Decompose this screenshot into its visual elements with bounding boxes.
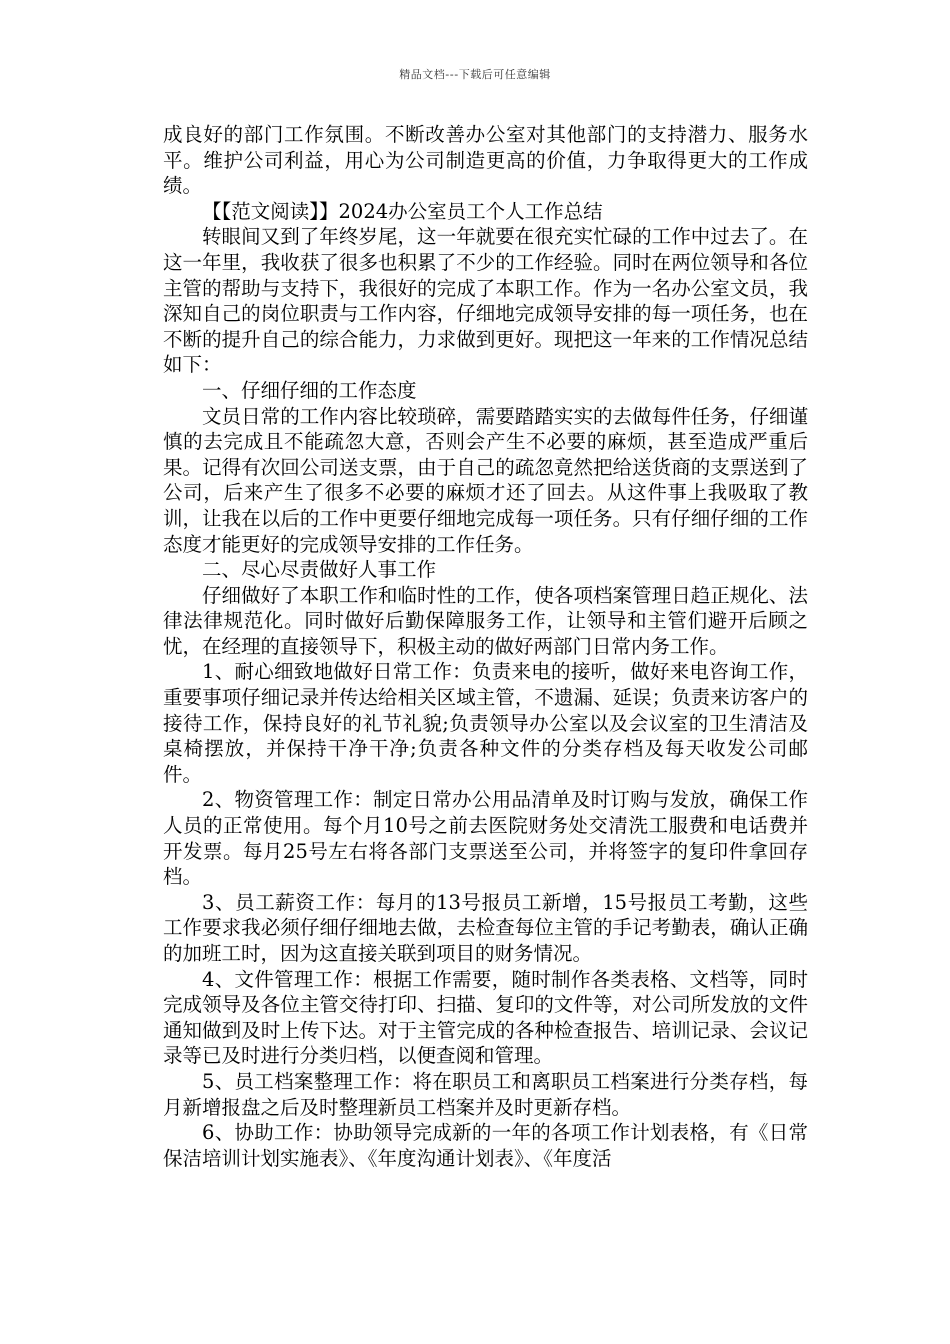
section-heading-2: 二、尽心尽责做好人事工作 xyxy=(202,558,437,582)
list-item-2: 2、物资管理工作：制定日常办公用品清单及时订购与发放，确保工作人员的正常使用。每个月10号之前去医院财务处交清洗工服费和电话费并开发票。每月25号左右将各部门支票送至公司，并将签字的复印件拿回存档。 xyxy=(163,788,808,889)
list-item-1: 1、耐心细致地做好日常工作：负责来电的接听，做好来电咨询工作，重要事项仔细记录并传达给相关区域主管，不遗漏、延误；负责来访客户的接待工作，保持良好的礼节礼貌;负责领导办公室以及会议室的卫生清洁及桌椅摆放，并保持干净干净;负责各种文件的分类存档及每天收发公司邮件。 xyxy=(163,660,808,786)
document-body xyxy=(163,122,808,1171)
list-item-4: 4、文件管理工作：根据工作需要，随时制作各类表格、文档等，同时完成领导及各位主管交待打印、扫描、复印的文件等，对公司所发放的文件通知做到及时上传下达。对于主管完成的各种检查报告、培训记录、会议记录等已及时进行分类归档，以便查阅和管理。 xyxy=(163,967,808,1068)
list-item-3: 3、员工薪资工作：每月的13号报员工新增，15号报员工考勤，这些工作要求我必须仔细仔细地去做，去检查每位主管的手记考勤表，确认正确的加班工时，因为这直接关联到项目的财务情况。 xyxy=(163,890,808,965)
paragraph-intro: 成良好的部门工作氛围。不断改善办公室对其他部门的支持潜力、服务水平。维护公司利益，用心为公司制造更高的价值，力争取得更大的工作成绩。 xyxy=(163,123,808,198)
page-header: 精品文档---下载后可任意编辑 xyxy=(399,68,551,81)
list-item-5: 5、员工档案整理工作：将在职员工和离职员工档案进行分类存档，每月新增报盘之后及时整理新员工档案并及时更新存档。 xyxy=(163,1069,808,1119)
paragraph-opening: 转眼间又到了年终岁尾，这一年就要在很充实忙碌的工作中过去了。在这一年里，我收获了很多也积累了不少的工作经验。同时在两位领导和各位主管的帮助与支持下，我很好的完成了本职工作。作为一名办公室文员，我深知自己的岗位职责与工作内容，仔细地完成领导安排的每一项任务，也在不断的提升自己的综合能力，力求做到更好。现把这一年来的工作情况总结如下： xyxy=(163,225,808,377)
list-item-6: 6、协助工作：协助领导完成新的一年的各项工作计划表格，有《日常保洁培训计划实施表》、《年度沟通计划表》、《年度活 xyxy=(163,1121,808,1170)
article-title: 【【范文阅读】】2024办公室员工个人工作总结 xyxy=(202,199,603,223)
paragraph-section-1: 文员日常的工作内容比较琐碎，需要踏踏实实的去做每件任务，仔细谨慎的去完成且不能疏忽大意，否则会产生不必要的麻烦，甚至造成严重后果。记得有次回公司送支票，由于自己的疏忽竟然把给送货商的支票送到了公司，后来产生了很多不必要的麻烦才还了回去。从这件事上我吸取了教训，让我在以后的工作中更要仔细地完成每一项任务。只有仔细仔细的工作态度才能更好的完成领导安排的工作任务。 xyxy=(163,404,808,556)
paragraph-section-2: 仔细做好了本职工作和临时性的工作，使各项档案管理日趋正规化、法律法律规范化。同时做好后勤保障服务工作，让领导和主管们避开后顾之忧，在经理的直接领导下，积极主动的做好两部门日常内务工作。 xyxy=(163,583,808,658)
section-heading-1: 一、仔细仔细的工作态度 xyxy=(202,378,417,402)
